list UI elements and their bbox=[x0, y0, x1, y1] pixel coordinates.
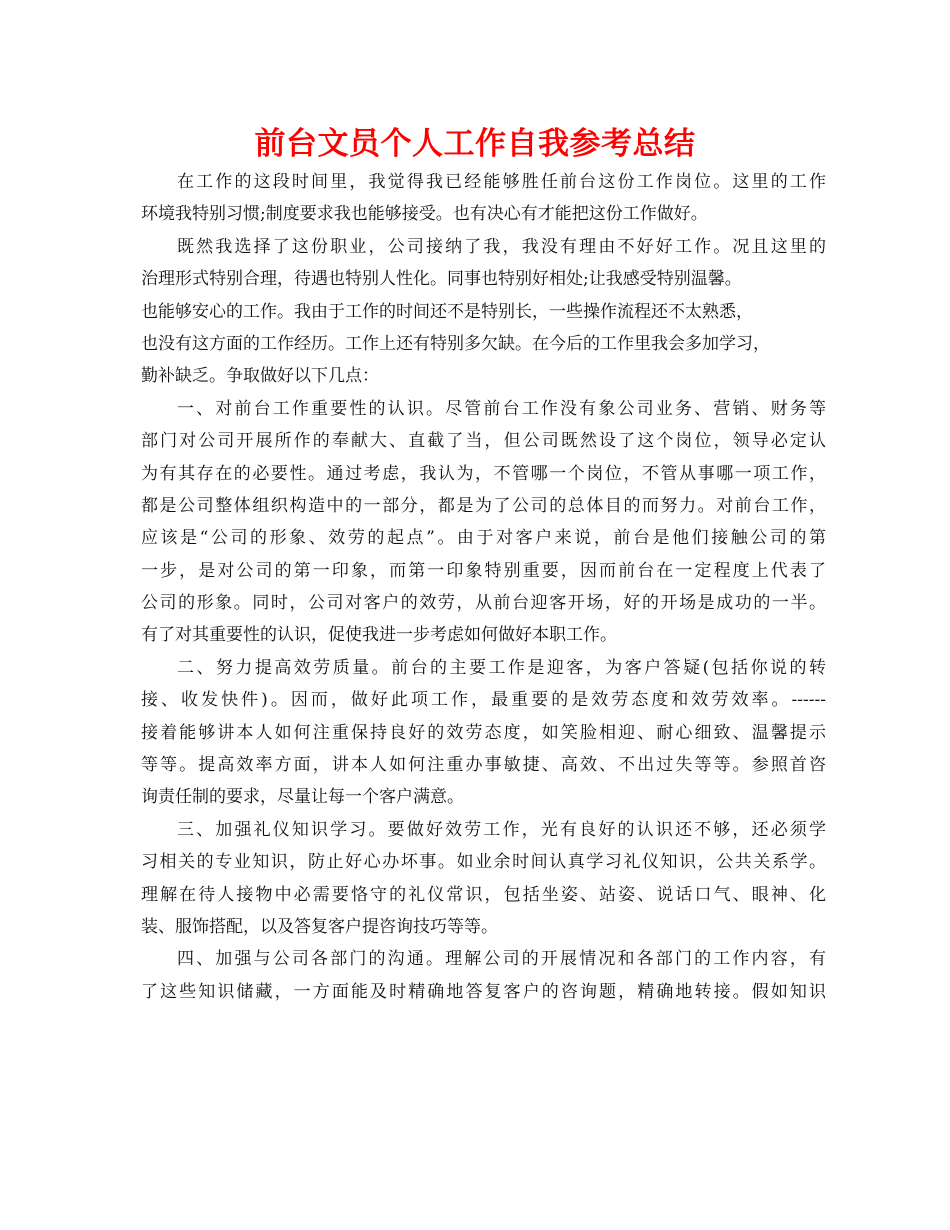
body-line: 等等。提高效率方面，讲本人如何注重办事敏捷、高效、不出过失等等。参照首咨 bbox=[141, 755, 826, 776]
body-line: 环境我特别习惯;制度要求我也能够接受。也有决心有才能把这份工作做好。 bbox=[141, 204, 708, 225]
body-line: 接、收发快件)。因而，做好此项工作，最重要的是效劳态度和效劳效率。------ bbox=[141, 690, 826, 711]
body-line: 询责任制的要求，尽量让每一个客户满意。 bbox=[141, 787, 464, 808]
body-line: 公司的形象。同时，公司对客户的效劳，从前台迎客开场，好的开场是成功的一半。 bbox=[141, 593, 826, 614]
body-line: 四、加强与公司各部门的沟通。理解公司的开展情况和各部门的工作内容，有 bbox=[177, 949, 826, 970]
body-line: 一、对前台工作重要性的认识。尽管前台工作没有象公司业务、营销、财务等 bbox=[177, 398, 826, 419]
body-line: 接着能够讲本人如何注重保持良好的效劳态度，如笑脸相迎、耐心细致、温馨提示 bbox=[141, 722, 826, 743]
body-line: 也能够安心的工作。我由于工作的时间还不是特别长，一些操作流程还不太熟悉， bbox=[141, 301, 753, 322]
document-body bbox=[141, 166, 826, 1008]
body-line: 二、努力提高效劳质量。前台的主要工作是迎客，为客户答疑(包括你说的转 bbox=[177, 657, 826, 678]
body-line: 部门对公司开展所作的奉献大、直截了当，但公司既然设了这个岗位，领导必定认 bbox=[141, 431, 826, 452]
body-line: 都是公司整体组织构造中的一部分，都是为了公司的总体目的而努力。对前台工作， bbox=[141, 495, 826, 516]
body-line: 一步，是对公司的第一印象，而第一印象特别重要，因而前台在一定程度上代表了 bbox=[141, 560, 826, 581]
body-line: 治理形式特别合理，待遇也特别人性化。同事也特别好相处;让我感受特别温馨。 bbox=[141, 269, 742, 290]
body-line: 理解在待人接物中必需要恪守的礼仪常识，包括坐姿、站姿、说话口气、眼神、化 bbox=[141, 884, 826, 905]
body-line: 有了对其重要性的认识，促使我进一步考虑如何做好本职工作。 bbox=[141, 625, 617, 646]
body-line: 勤补缺乏。争取做好以下几点： bbox=[141, 366, 379, 387]
body-line: 三、加强礼仪知识学习。要做好效劳工作，光有良好的认识还不够，还必须学 bbox=[177, 819, 826, 840]
body-line: 为有其存在的必要性。通过考虑，我认为，不管哪一个岗位，不管从事哪一项工作， bbox=[141, 463, 826, 484]
document-title: 前台文员个人工作自我参考总结 bbox=[254, 126, 696, 162]
body-line: 在工作的这段时间里，我觉得我已经能够胜任前台这份工作岗位。这里的工作 bbox=[177, 172, 826, 192]
body-line: 既然我选择了这份职业，公司接纳了我，我没有理由不好好工作。况且这里的 bbox=[177, 236, 826, 257]
body-line: 应该是“公司的形象、效劳的起点”。由于对客户来说，前台是他们接触公司的第 bbox=[141, 528, 826, 549]
body-line: 装、服饰搭配，以及答复客户提咨询技巧等等。 bbox=[141, 916, 498, 937]
body-line: 也没有这方面的工作经历。工作上还有特别多欠缺。在今后的工作里我会多加学习， bbox=[141, 333, 770, 354]
body-line: 习相关的专业知识，防止好心办坏事。如业余时间认真学习礼仪知识，公共关系学。 bbox=[141, 852, 826, 873]
body-line: 了这些知识储藏，一方面能及时精确地答复客户的咨询题，精确地转接。假如知识 bbox=[141, 981, 826, 1002]
